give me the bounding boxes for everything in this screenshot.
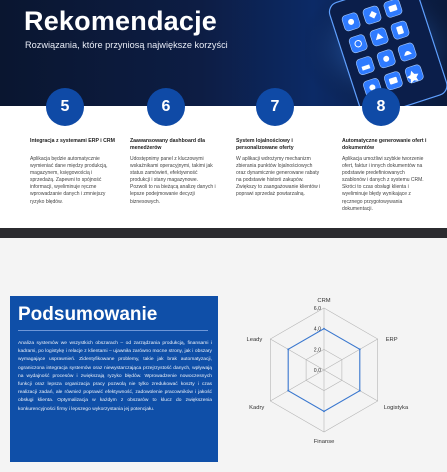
slide-divider <box>0 228 447 238</box>
page-title: Rekomendacje <box>24 6 217 36</box>
radar-category-label: Leady <box>246 337 263 343</box>
radar-data-point <box>323 328 325 330</box>
summary-divider <box>18 330 208 331</box>
step-title: Automatyczne generowanie ofert i dokumentów <box>342 138 427 151</box>
step-number-badge: 5 <box>46 88 84 126</box>
step-description: Aplikacja będzie automatycznie wymieniać dane między produkcją, magazynem, księgowością i sprzedażą. Zapewni to spójność informacji, wyeliminuje ręczne wprowadzanie danych i zmniejszy ryzyko błędów. <box>30 156 108 205</box>
radar-chart <box>232 290 442 470</box>
summary-text: Analiza systemów we wszystkich obszarach – od zarządzania produkcją, finansami i kadrami, po logistykę i relacje z klientami – ujawniła zarówno mocne strony, jak i obszary wymagające usprawnień. Zidentyfikowane problemy, takie jak brak automatyzacji, ograniczona integracja systemów oraz niewystarczająca przejrzystość danych, wpływają na wydajność procesów i zwiększają ryzyko błędów. Wprowadzenie nowoczesnych funkcji oraz lepsza organizacja pracy pozwolą nie tylko zredukować koszty i czas realizacji zadań, ale również poprawić efektywność, zadowolenie pracowników i jakość obsługi klienta. Optymalizacja w każdym z obszarów to klucz do zwiększenia konkurencyjności firmy i lepszego wykorzystania jej potencjału. <box>18 341 212 412</box>
step-title: Zaawansowany dashboard dla menedżerów <box>130 138 205 151</box>
radar-tick-label: 4,0 <box>313 326 321 333</box>
radar-data-point <box>323 410 325 412</box>
radar-tick-label: 2,0 <box>313 347 321 354</box>
step-description: Aplikacja umożliwi szybkie tworzenie ofert, faktur i innych dokumentów na podstawie predefiniowanych szablonów i danych z systemu CRM. Skróci to czas obsługi klienta i wyeliminuje błędy wynikające z ręcznego przygotowywania dokumentacji. <box>342 156 424 212</box>
radar-data-point <box>359 348 361 350</box>
recommendation-steps <box>0 98 447 228</box>
summary-slide <box>0 238 447 472</box>
radar-category-label: ERP <box>385 337 398 343</box>
radar-tick-label: 0,0 <box>313 368 321 374</box>
step-title: Integracja z systemami ERP i CRM <box>30 138 115 144</box>
radar-category-label: CRM <box>317 298 331 304</box>
step-title: System lojalnościowy i personalizowane oferty <box>236 138 294 151</box>
recommendations-slide <box>0 0 447 228</box>
radar-tick-label: 6,0 <box>313 306 321 312</box>
radar-category-label: Logistyka <box>383 405 409 411</box>
summary-panel <box>10 296 218 462</box>
radar-category-label: Kadry <box>249 405 265 411</box>
step-description: Udostępnimy panel z kluczowymi wskaźnikami operacyjnymi, takimi jak status zamówień, efektywność produkcji i stany magazynowe. Pozwoli to na bieżącą analizę danych i lepsze podejmowanie decyzji biznesowych. <box>130 156 216 205</box>
page-subtitle: Rozwiązania, które przyniosą największe korzyści <box>25 40 228 50</box>
radar-category-label: Finanse <box>313 439 335 445</box>
radar-data-point <box>287 390 289 392</box>
radar-data-point <box>359 390 361 392</box>
summary-title: Podsumowanie <box>18 304 158 325</box>
step-number-badge: 6 <box>147 88 185 126</box>
radar-data-point <box>287 348 289 350</box>
step-number-badge: 7 <box>256 88 294 126</box>
step-number-badge: 8 <box>362 88 400 126</box>
step-description: W aplikacji wdrożymy mechanizm zbierania punktów lojalnościowych oraz dynamicznie generowane rabaty na podstawie historii zakupów. Zwiększy to zaangażowanie klientów i poprawi sprzedaż powtarzalną. <box>236 156 321 198</box>
